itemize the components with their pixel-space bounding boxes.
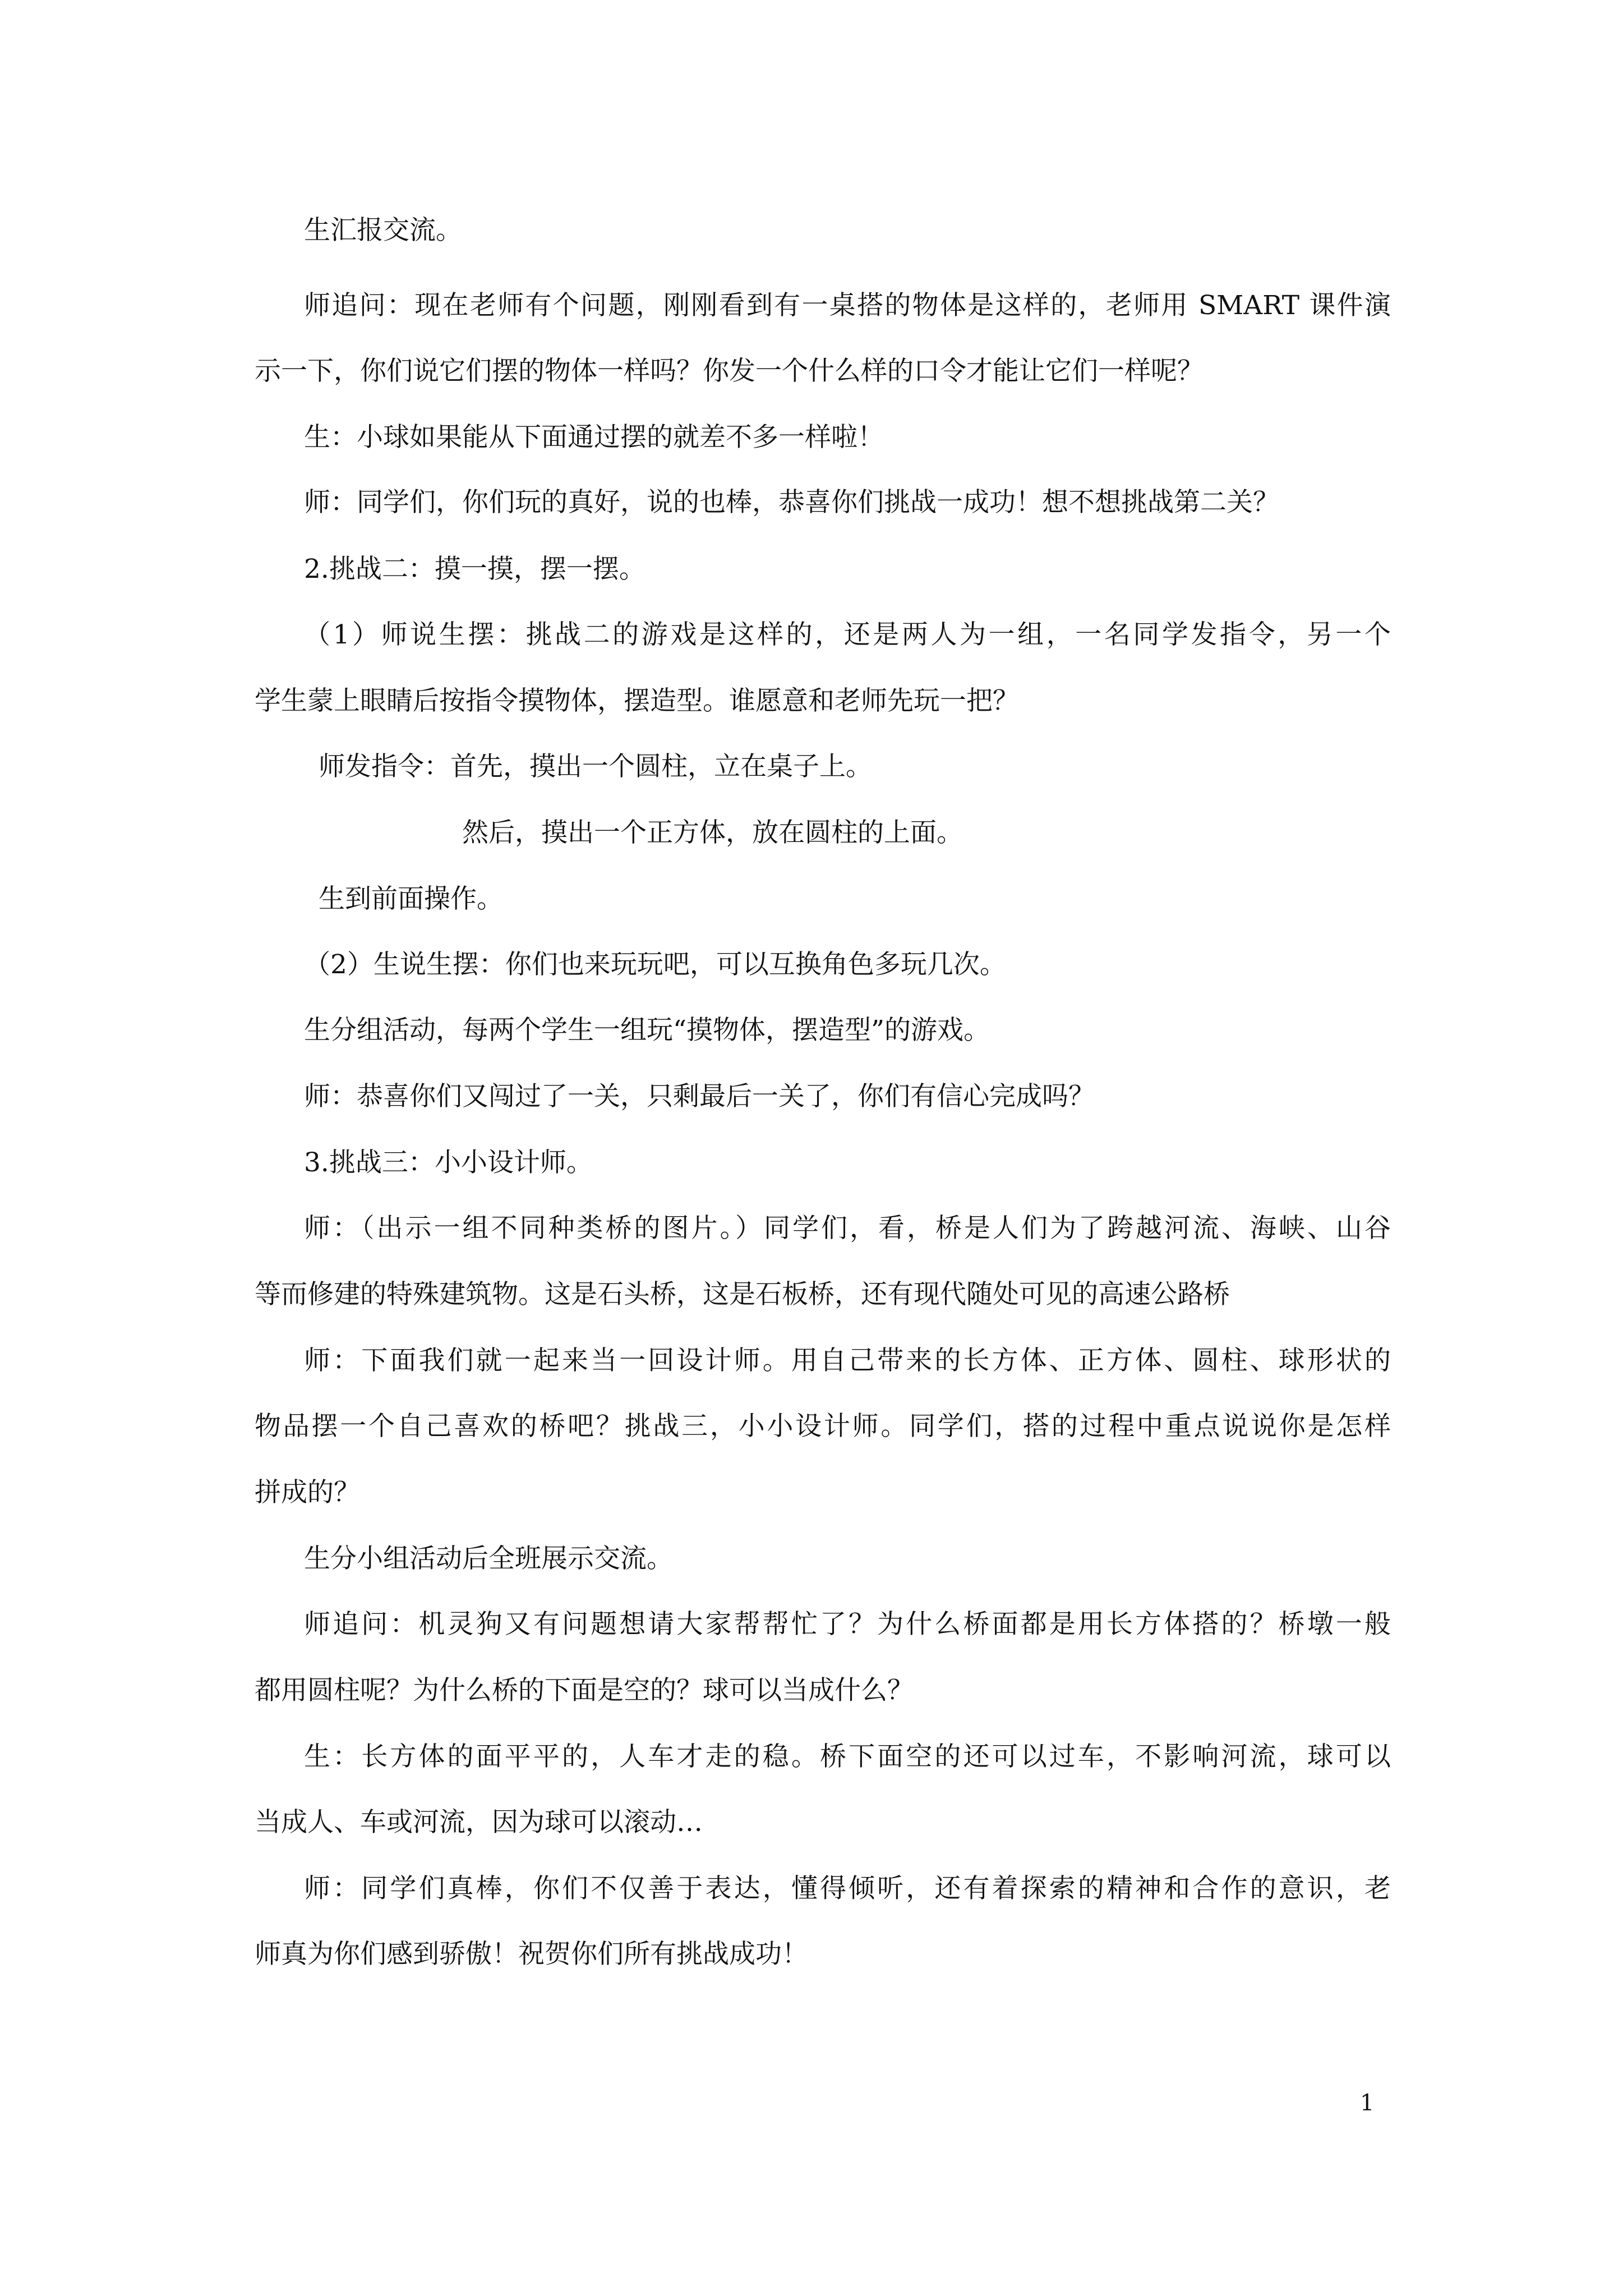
text-line: 生：小球如果能从下面通过摆的就差不多一样啦！ [304, 422, 884, 453]
text-line: 等而修建的特殊建筑物。这是石头桥，这是石板桥，还有现代随处可见的高速公路桥 [255, 1279, 1230, 1310]
page-number: 1 [1360, 2090, 1375, 2116]
text-line: 生分小组活动后全班展示交流。 [304, 1543, 673, 1574]
text-line: 师：（出示一组不同种类桥的图片。）同学们，看，桥是人们为了跨越河流、海峡、山谷 [304, 1213, 1391, 1244]
text-line: 师真为你们感到骄傲！祝贺你们所有挑战成功！ [255, 1939, 808, 1970]
text-line: 示一下，你们说它们摆的物体一样吗？你发一个什么样的口令才能让它们一样呢？ [255, 356, 1204, 386]
text-line: 生：长方体的面平平的，人车才走的稳。桥下面空的还可以过车，不影响河流，球可以 [304, 1741, 1391, 1772]
text-line: 当成人、车或河流，因为球可以滚动… [255, 1807, 703, 1838]
text-line: 生分组活动，每两个学生一组玩“摸物体，摆造型”的游戏。 [304, 1015, 990, 1046]
text-line: 师：同学们，你们玩的真好，说的也棒，恭喜你们挑战一成功！想不想挑战第二关？ [304, 487, 1279, 518]
text-line: 然后，摸出一个正方体，放在圆柱的上面。 [462, 817, 963, 848]
text-line: 生汇报交流。 [304, 215, 462, 246]
text-line: 拼成的？ [255, 1477, 360, 1508]
text-line: 师：下面我们就一起来当一回设计师。用自己带来的长方体、正方体、圆柱、球形状的 [304, 1345, 1391, 1376]
text-line: 3.挑战三：小小设计师。 [304, 1147, 593, 1178]
text-line: 学生蒙上眼睛后按指令摸物体，摆造型。谁愿意和老师先玩一把？ [255, 685, 1019, 716]
text-line: 物品摆一个自己喜欢的桥吧？挑战三，小小设计师。同学们，搭的过程中重点说说你是怎样 [255, 1411, 1391, 1442]
text-line: （1）师说生摆：挑战二的游戏是这样的，还是两人为一组，一名同学发指令，另一个 [304, 619, 1391, 650]
text-line: 2.挑战二：摸一摸，摆一摆。 [304, 554, 645, 585]
text-line: 师：同学们真棒，你们不仅善于表达，懂得倾听，还有着探索的精神和合作的意识，老 [304, 1873, 1391, 1904]
text-line: 师：恭喜你们又闯过了一关，只剩最后一关了，你们有信心完成吗？ [304, 1081, 1095, 1112]
text-line: 都用圆柱呢？为什么桥的下面是空的？球可以当成什么？ [255, 1675, 914, 1706]
text-line: （2）生说生摆：你们也来玩玩吧，可以互换角色多玩几次。 [304, 949, 1006, 980]
text-line: 师发指令：首先，摸出一个圆柱，立在桌子上。 [319, 751, 872, 782]
text-line: 师追问：现在老师有个问题，刚刚看到有一桌搭的物体是这样的，老师用 SMART 课件演 [304, 290, 1391, 321]
text-line: 师追问：机灵狗又有问题想请大家帮帮忙了？为什么桥面都是用长方体搭的？桥墩一般 [304, 1609, 1391, 1640]
text-line: 生到前面操作。 [319, 884, 503, 914]
